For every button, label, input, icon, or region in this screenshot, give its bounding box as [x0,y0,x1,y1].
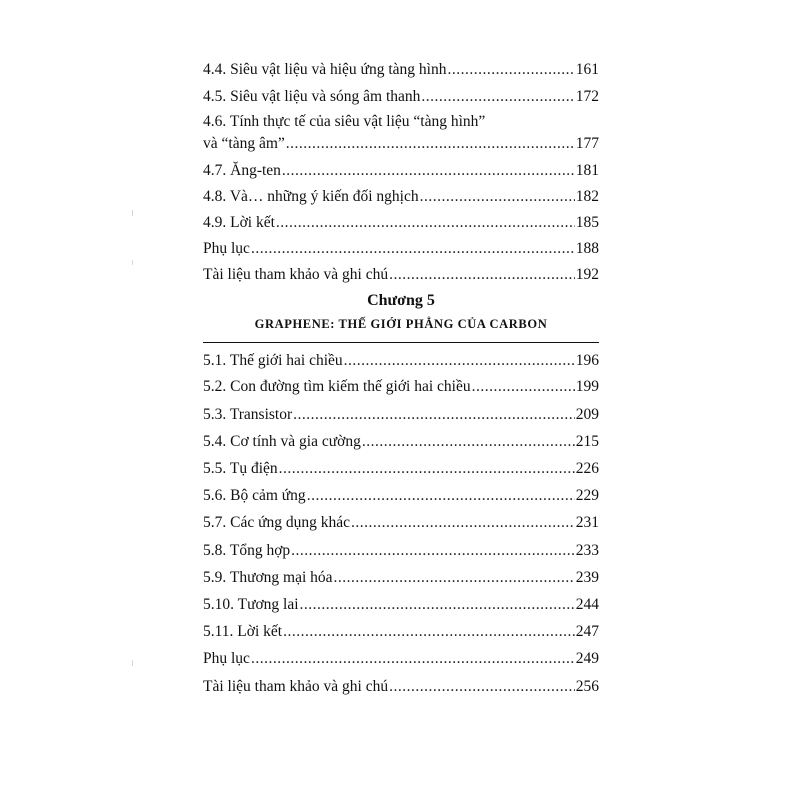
toc-entry-page: 172 [575,88,599,105]
toc-entry-5-10 [203,594,599,615]
dot-leader [276,212,575,233]
toc-entry-label: 5.4. Cơ tính và gia cường [203,433,361,450]
dot-leader [279,458,575,479]
dot-leader [282,160,575,181]
toc-entry-5-6 [203,485,599,506]
toc-entry-page: 239 [575,569,599,586]
dot-leader [389,264,575,285]
toc-entry-label: Phụ lục [203,650,250,667]
dot-leader [293,404,575,425]
toc-entry-label: 5.2. Con đường tìm kiếm thế giới hai chiều [203,378,471,395]
toc-entry-label: Tài liệu tham khảo và ghi chú [203,266,389,283]
toc-entry-label: 5.6. Bộ cảm ứng [203,487,306,504]
toc-entry-label: 5.7. Các ứng dụng khác [203,514,351,531]
dot-leader [344,350,575,371]
toc-entry-line2 [203,133,599,154]
toc-entry-5-2 [203,376,599,397]
scan-mark [132,210,133,216]
dot-leader [300,594,575,615]
toc-entry-page: 182 [575,188,599,205]
toc-entry-label: 4.5. Siêu vật liệu và sóng âm thanh [203,88,421,105]
toc-entry-label: Phụ lục [203,240,250,257]
toc-entry-page: 209 [575,406,599,423]
toc-entry-appendix-4 [203,238,599,259]
dot-leader [420,186,575,207]
toc-entry-label: 4.8. Và… những ý kiến đối nghịch [203,188,419,205]
toc-entry-label: 5.5. Tụ điện [203,460,278,477]
toc-entry-label: 4.9. Lời kết [203,214,275,231]
toc-entry-page: 226 [575,460,599,477]
toc-entry-page: 233 [575,542,599,559]
toc-entry-references-4 [203,264,599,285]
toc-entry-5-7 [203,512,599,533]
toc-entry-4-7 [203,160,599,181]
toc-entry-page: 249 [575,650,599,667]
toc-entry-page: 244 [575,596,599,613]
dot-leader [286,133,575,154]
toc-entry-page: 231 [575,514,599,531]
toc-entry-label-line1: 4.6. Tính thực tế của siêu vật liệu “tàng hình” [203,113,486,130]
dot-leader [251,238,575,259]
dot-leader [472,376,575,397]
toc-entry-page: 161 [575,61,599,78]
toc-entry-page: 192 [575,266,599,283]
dot-leader [421,86,574,107]
toc-entry-4-9 [203,212,599,233]
toc-entry-5-3 [203,404,599,425]
toc-entry-4-6 [203,111,599,155]
toc-entry-page: 177 [575,135,599,152]
dot-leader [389,676,575,697]
dot-leader [291,540,575,561]
dot-leader [283,621,575,642]
dot-leader [362,431,575,452]
toc-entry-4-5 [203,86,599,107]
toc-entry-5-5 [203,458,599,479]
toc-entry-label: 5.8. Tổng hợp [203,542,291,559]
toc-entry-page: 188 [575,240,599,257]
toc-entry-5-4 [203,431,599,452]
toc-entry-label: 5.9. Thương mại hóa [203,569,333,586]
toc-entry-page: 181 [575,162,599,179]
toc-entry-label-line2: và “tàng âm” [203,135,285,152]
toc-entry-5-11 [203,621,599,642]
chapter-divider [203,342,599,343]
scan-mark [132,260,133,265]
dot-leader [447,59,574,80]
toc-entry-label: 5.1. Thế giới hai chiều [203,352,343,369]
toc-entry-label: 5.11. Lời kết [203,623,283,640]
toc-entry-label: Tài liệu tham khảo và ghi chú [203,678,389,695]
toc-entry-appendix-5 [203,648,599,669]
toc-entry-page: 256 [575,678,599,695]
toc-entry-page: 196 [575,352,599,369]
toc-entry-label: 4.7. Ăng-ten [203,162,281,179]
toc-entry-4-4 [203,59,599,80]
toc-entry-page: 185 [575,214,599,231]
dot-leader [307,485,575,506]
toc-entry-label: 5.10. Tương lai [203,596,299,613]
toc-entry-5-1 [203,350,599,371]
toc-entry-5-9 [203,567,599,588]
toc-entry-4-8 [203,186,599,207]
toc-entry-page: 247 [575,623,599,640]
toc-entry-page: 199 [575,378,599,395]
toc-entry-references-5 [203,676,599,697]
dot-leader [334,567,575,588]
dot-leader [251,648,575,669]
toc-entry-page: 229 [575,487,599,504]
scan-mark [132,660,133,666]
toc-entry-page: 215 [575,433,599,450]
toc-entry-5-8 [203,540,599,561]
chapter-subtitle: GRAPHENE: THẾ GIỚI PHẲNG CỦA CARBON [254,317,548,331]
chapter-title: Chương 5 [367,292,435,309]
toc-entry-label: 5.3. Transistor [203,406,293,423]
dot-leader [351,512,575,533]
toc-entry-label: 4.4. Siêu vật liệu và hiệu ứng tàng hình [203,61,447,78]
